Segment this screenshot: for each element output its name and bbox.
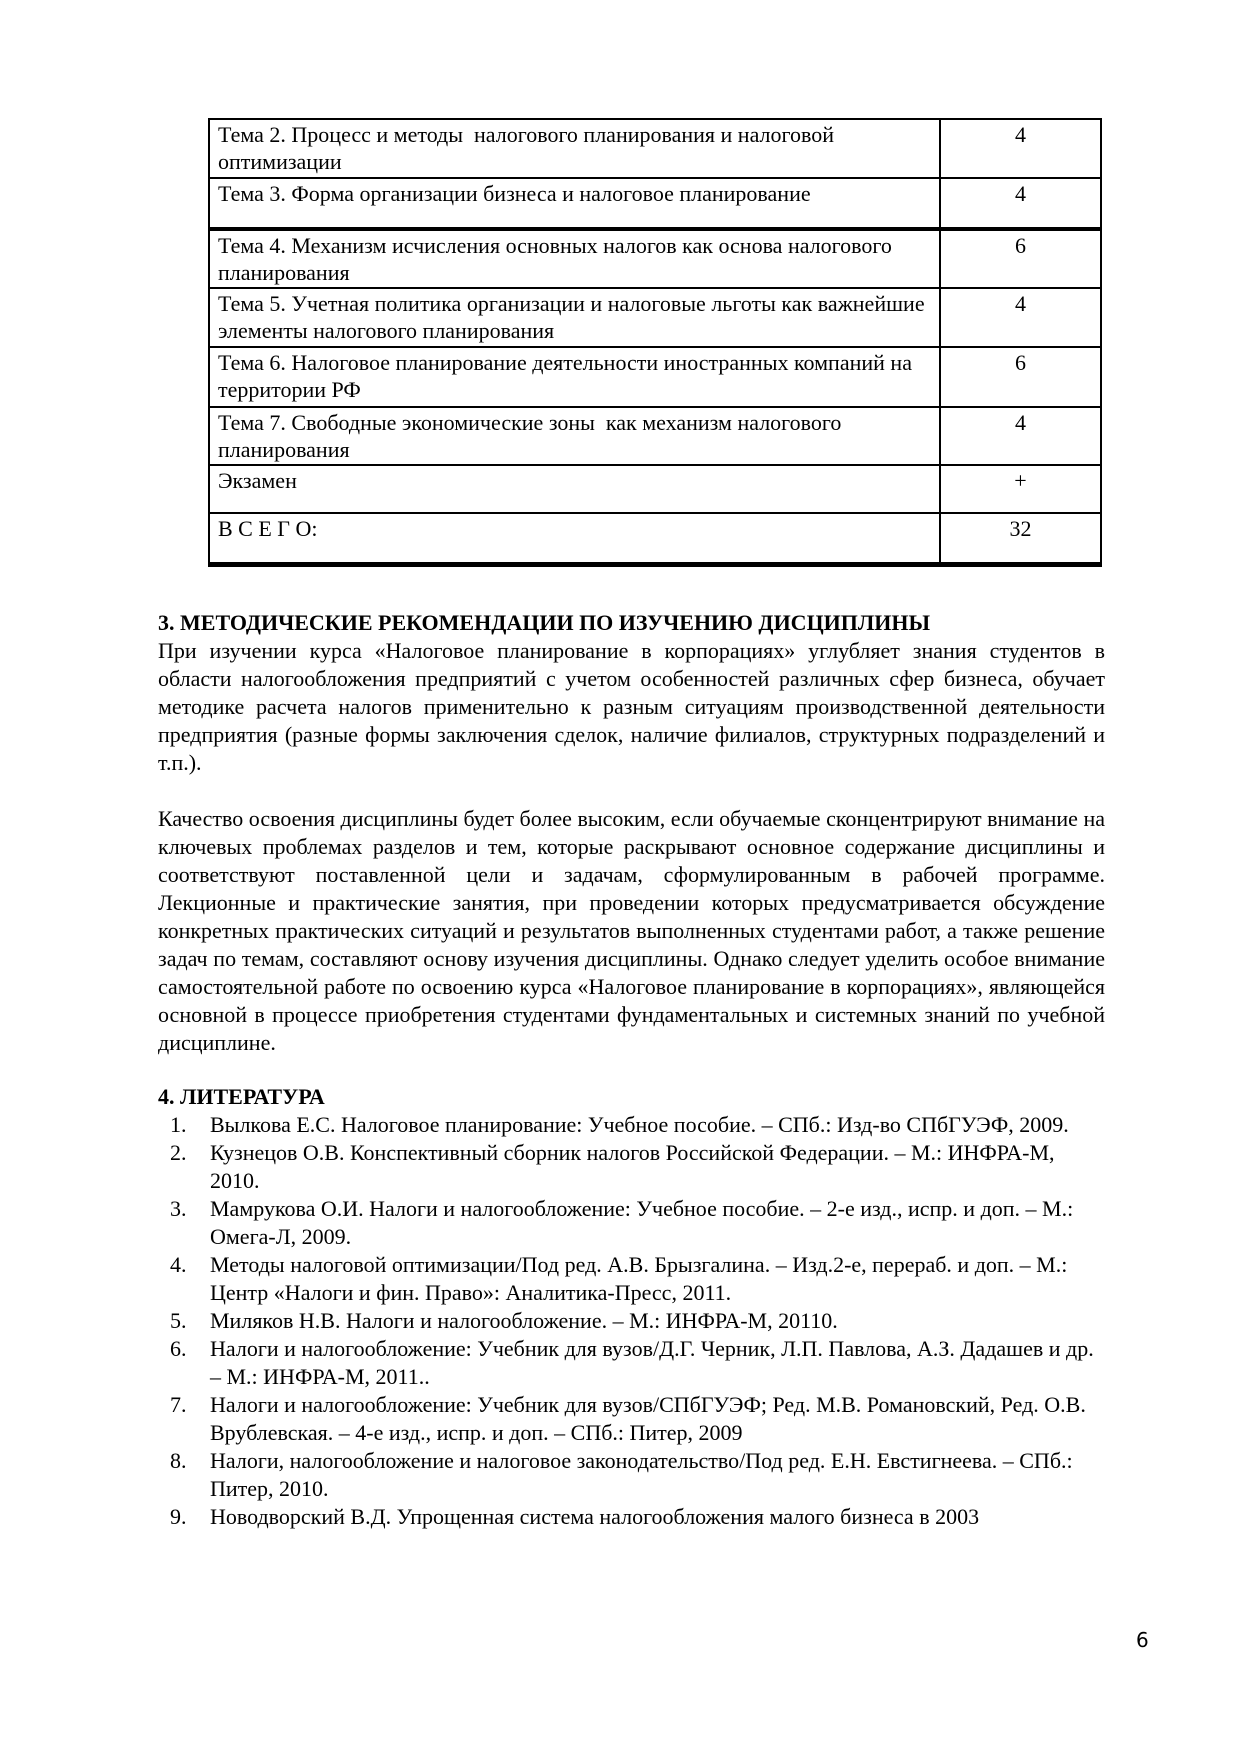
table-row-total bbox=[209, 513, 1101, 564]
table-row-exam bbox=[209, 465, 1101, 513]
list-item-number: 6. bbox=[170, 1335, 187, 1361]
hours-cell: 4 bbox=[940, 288, 1101, 347]
hours-cell: 4 bbox=[940, 119, 1101, 178]
section-3-heading: 3. МЕТОДИЧЕСКИЕ РЕКОМЕНДАЦИИ ПО ИЗУЧЕНИЮ ДИСЦИПЛИНЫ bbox=[158, 609, 931, 635]
table-row-topic-3 bbox=[209, 178, 1101, 229]
table-row-topic-5 bbox=[209, 288, 1101, 347]
table-row-topic-6 bbox=[209, 347, 1101, 407]
topic-cell: Тема 7. Свободные экономические зоны как механизм налогового планирования bbox=[209, 407, 940, 465]
literature-item bbox=[158, 1307, 1105, 1335]
topic-cell: В С Е Г О: bbox=[209, 513, 940, 564]
list-item-number: 4. bbox=[170, 1251, 187, 1277]
table-row-topic-7 bbox=[209, 407, 1101, 465]
list-item-number: 8. bbox=[170, 1447, 187, 1473]
hours-cell: 6 bbox=[940, 229, 1101, 288]
methodology-paragraph-1: При изучении курса «Налоговое планирование в корпорациях» углубляет знания студентов в области налогообложения предприятий с учетом особенностей различных сфер бизнеса, обучает методике расчета налогов применительно к разным ситуациям производственной деятельности предприятия (разные формы заключения сделок, наличие филиалов, структурных подразделений и т.п.). bbox=[158, 637, 1105, 775]
list-item-number: 3. bbox=[170, 1195, 187, 1221]
list-item-text: Налоги и налогообложение: Учебник для вузов/СПбГУЭФ; Ред. М.В. Романовский, Ред. О.В. Врублевская. – 4-е изд., испр. и доп. – СПб.: Питер, 2009 bbox=[210, 1391, 1086, 1445]
topic-cell: Тема 2. Процесс и методы налогового планирования и налоговой оптимизации bbox=[209, 119, 940, 178]
topic-cell: Тема 3. Форма организации бизнеса и налоговое планирование bbox=[209, 178, 940, 229]
section-4-heading: 4. ЛИТЕРАТУРА bbox=[158, 1083, 325, 1109]
hours-cell: 32 bbox=[940, 513, 1101, 564]
table-row-topic-4 bbox=[209, 229, 1101, 288]
hours-cell: 6 bbox=[940, 347, 1101, 407]
literature-item bbox=[158, 1139, 1105, 1195]
list-item-number: 1. bbox=[170, 1111, 187, 1137]
hours-cell: + bbox=[940, 465, 1101, 513]
list-item-text: Налоги и налогообложение: Учебник для вузов/Д.Г. Черник, Л.П. Павлова, А.З. Дадашев и др. – М.: ИНФРА-М, 2011.. bbox=[210, 1335, 1094, 1389]
list-item-text: Методы налоговой оптимизации/Под ред. А.В. Брызгалина. – Изд.2-е, перераб. и доп. – М.: Центр «Налоги и фин. Право»: Аналитика-Пресс, 2011. bbox=[210, 1251, 1068, 1305]
literature-item bbox=[158, 1503, 1105, 1531]
page-number: 6 bbox=[1136, 1628, 1149, 1652]
list-item-text: Вылкова Е.С. Налоговое планирование: Учебное пособие. – СПб.: Изд-во СПбГУЭФ, 2009. bbox=[210, 1111, 1069, 1137]
list-item-number: 7. bbox=[170, 1391, 187, 1417]
list-item-text: Налоги, налогообложение и налоговое законодательство/Под ред. Е.Н. Евстигнеева. – СПб.: Питер, 2010. bbox=[210, 1447, 1073, 1501]
list-item-text: Новодворский В.Д. Упрощенная система налогообложения малого бизнеса в 2003 bbox=[210, 1503, 980, 1529]
topic-cell: Экзамен bbox=[209, 465, 940, 513]
literature-item bbox=[158, 1391, 1105, 1447]
hours-cell: 4 bbox=[940, 178, 1101, 229]
literature-item bbox=[158, 1111, 1105, 1139]
literature-item bbox=[158, 1195, 1105, 1251]
methodology-paragraph-2: Качество освоения дисциплины будет более высоким, если обучаемые сконцентрируют внимание на ключевых проблемах разделов и тем, которые раскрывают основное содержание дисциплины и соответствуют поставленной цели и задачам, сформулированным в рабочей программе. Лекционные и практические занятия, при проведении которых предусматривается обсуждение конкретных практических ситуаций и результатов выполненных студентами работ, а также решение задач по темам, составляют основу изучения дисциплины. Однако следует уделить особое внимание самостоятельной работе по освоению курса «Налоговое планирование в корпорациях», являющейся основной в процессе приобретения студентами фундаментальных и системных знаний по учебной дисциплине. bbox=[158, 805, 1105, 1055]
topic-cell: Тема 4. Механизм исчисления основных налогов как основа налогового планирования bbox=[209, 229, 940, 288]
list-item-text: Миляков Н.В. Налоги и налогообложение. – М.: ИНФРА-М, 20110. bbox=[210, 1307, 838, 1333]
list-item-number: 2. bbox=[170, 1139, 187, 1165]
page-content bbox=[158, 118, 1105, 1531]
literature-item bbox=[158, 1251, 1105, 1307]
literature-list bbox=[158, 1111, 1105, 1531]
topics-hours-table bbox=[208, 118, 1102, 567]
list-item-number: 5. bbox=[170, 1307, 187, 1333]
list-item-text: Кузнецов О.В. Конспективный сборник налогов Российской Федерации. – М.: ИНФРА-М, 2010. bbox=[210, 1139, 1055, 1193]
table-row-topic-2 bbox=[209, 119, 1101, 178]
topic-cell: Тема 5. Учетная политика организации и налоговые льготы как важнейшие элементы налогового планирования bbox=[209, 288, 940, 347]
literature-item bbox=[158, 1447, 1105, 1503]
hours-cell: 4 bbox=[940, 407, 1101, 465]
topic-cell: Тема 6. Налоговое планирование деятельности иностранных компаний на территории РФ bbox=[209, 347, 940, 407]
literature-item bbox=[158, 1335, 1105, 1391]
list-item-number: 9. bbox=[170, 1503, 187, 1529]
list-item-text: Мамрукова О.И. Налоги и налогообложение: Учебное пособие. – 2-е изд., испр. и доп. – М.: Омега-Л, 2009. bbox=[210, 1195, 1074, 1249]
